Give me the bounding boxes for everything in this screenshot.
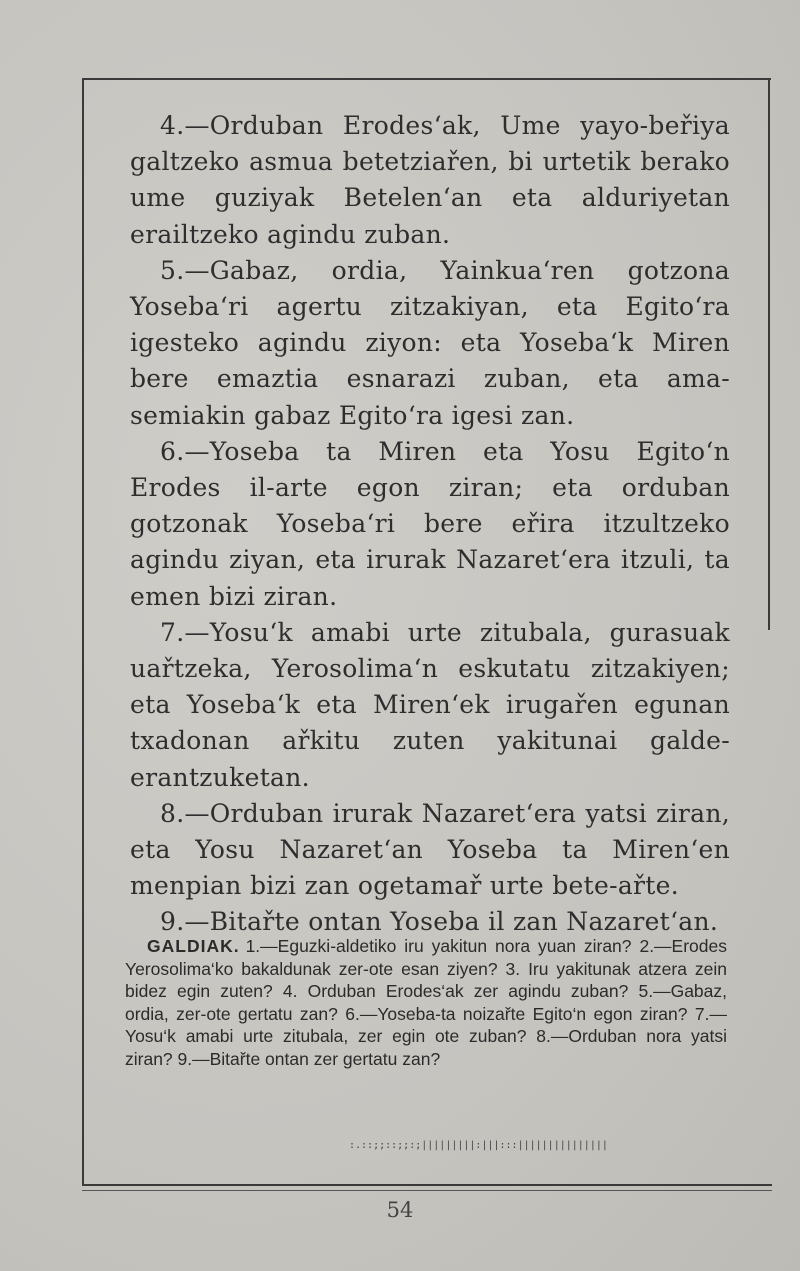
page-number: 54 xyxy=(386,1198,414,1222)
verses-section xyxy=(130,108,730,941)
bottom-rule xyxy=(82,1184,772,1186)
bottom-rule-thin xyxy=(82,1190,772,1191)
verse-5: 5.—Gabaz, ordia, Yainkua‘ren gotzona Yoseba‘ri agertu zitzakiyan, eta Egito‘ra igesteko agindu ziyon: eta Yoseba‘k Miren bere emaztia esnarazi zuban, eta ama-semiakin gabaz Egito‘ra igesi zan. xyxy=(130,255,730,430)
verse-7: 7.—Yosu‘k amabi urte zitubala, gurasuak uařtzeka, Yerosolima‘n eskutatu zitzakiyen; eta Yoseba‘k eta Miren‘ek irugařen egunan txadonan ařkitu zuten yakitunai galde-erantzuketan. xyxy=(130,617,730,792)
verse-6: 6.—Yoseba ta Miren eta Yosu Egito‘n Erodes il-arte egon ziran; eta orduban gotzonak Yoseba‘ri bere eřira itzultzeko agindu ziyan, eta irurak Nazaret‘era itzuli, ta emen bizi ziran. xyxy=(130,436,730,611)
ornament-divider: :.::;;::;;:;|||||||||:|||:::||||||||||||||| xyxy=(349,1140,608,1151)
questions-text: 1.—Eguzki-aldetiko iru yakitun nora yuan ziran? 2.—Erodes Yerosolima‘ko bakaldunak zer-ote esan ziyen? 3. Iru yakitunak atzera zein bidez egin zuten? 4. Orduban Erodes‘ak zer agindu zuban? 5.—Gabaz, ordia, zer-ote gertatu zan? 6.—Yoseba-ta noizařte Egito‘n egon ziran? 7.—Yosu‘k amabi urte zitubala, zer egin ote zuban? 8.—Orduban nora yatsi ziran? 9.—Bitařte ontan zer gertatu zan? xyxy=(125,936,727,1069)
verse-4: 4.—Orduban Erodes‘ak, Ume yayo-beřiya galtzeko asmua betetziařen, bi urtetik berako ume guziyak Betelen‘an eta alduriyetan erailtzeko agindu zuban. xyxy=(130,111,730,249)
verse-8: 8.—Orduban irurak Nazaret‘era yatsi ziran, eta Yosu Nazaret‘an Yoseba ta Miren‘en menpian bizi zan ogetamař urte bete-ařte. xyxy=(130,798,730,901)
questions-section xyxy=(125,935,727,1071)
verse-9: 9.—Bitařte ontan Yoseba il zan Nazaret‘an. xyxy=(160,907,719,937)
questions-heading: GALDIAK. xyxy=(147,936,240,956)
frame-right-rule xyxy=(768,78,770,630)
